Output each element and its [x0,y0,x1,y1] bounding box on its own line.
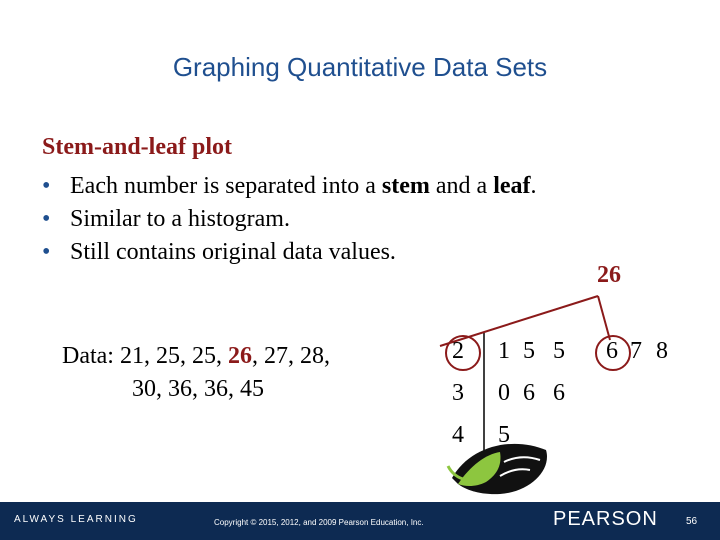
bullet-icon: • [42,173,51,199]
leaf-value: 8 [656,338,668,364]
leaf-value: 6 [553,380,565,406]
stem-value: 3 [452,380,464,406]
callout-label: 26 [597,262,621,288]
bullet-item: • Similar to a histogram. [42,203,537,236]
data-values: Data: 21, 25, 25, 26, 27, 28, 30, 36, 36, 45 [62,343,330,402]
callout-line-leaf [598,296,610,340]
section-heading: Stem-and-leaf plot [42,134,232,160]
leaf-value: 6 [606,338,618,364]
slide-title: Graphing Quantitative Data Sets [172,52,548,82]
highlighted-value: 26 [227,343,252,369]
bullet-item: • Each number is separated into a stem and a leaf. [42,170,537,203]
pearson-logo: PEARSON [553,508,658,530]
bullet-item: • Still contains original data values. [42,236,537,269]
leaf-value: 1 [498,338,510,364]
leaf-value: 5 [523,338,535,364]
copyright-notice: Copyright © 2015, 2012, and 2009 Pearson Education, Inc. [214,518,424,527]
leaf-illustration-icon [448,444,547,494]
page-number: 56 [686,516,698,527]
always-learning-logo: ALWAYS LEARNING [14,514,138,525]
leaf-value: 7 [630,338,642,364]
leaf-value: 0 [498,380,510,406]
leaf-value: 6 [523,380,535,406]
bullet-icon: • [42,239,51,265]
leaf-value: 5 [553,338,565,364]
leaf-value: 5 [498,422,510,448]
footer-bar [0,502,720,540]
stem-value: 2 [452,338,464,364]
bullet-icon: • [42,206,51,232]
stem-value: 4 [452,422,464,448]
